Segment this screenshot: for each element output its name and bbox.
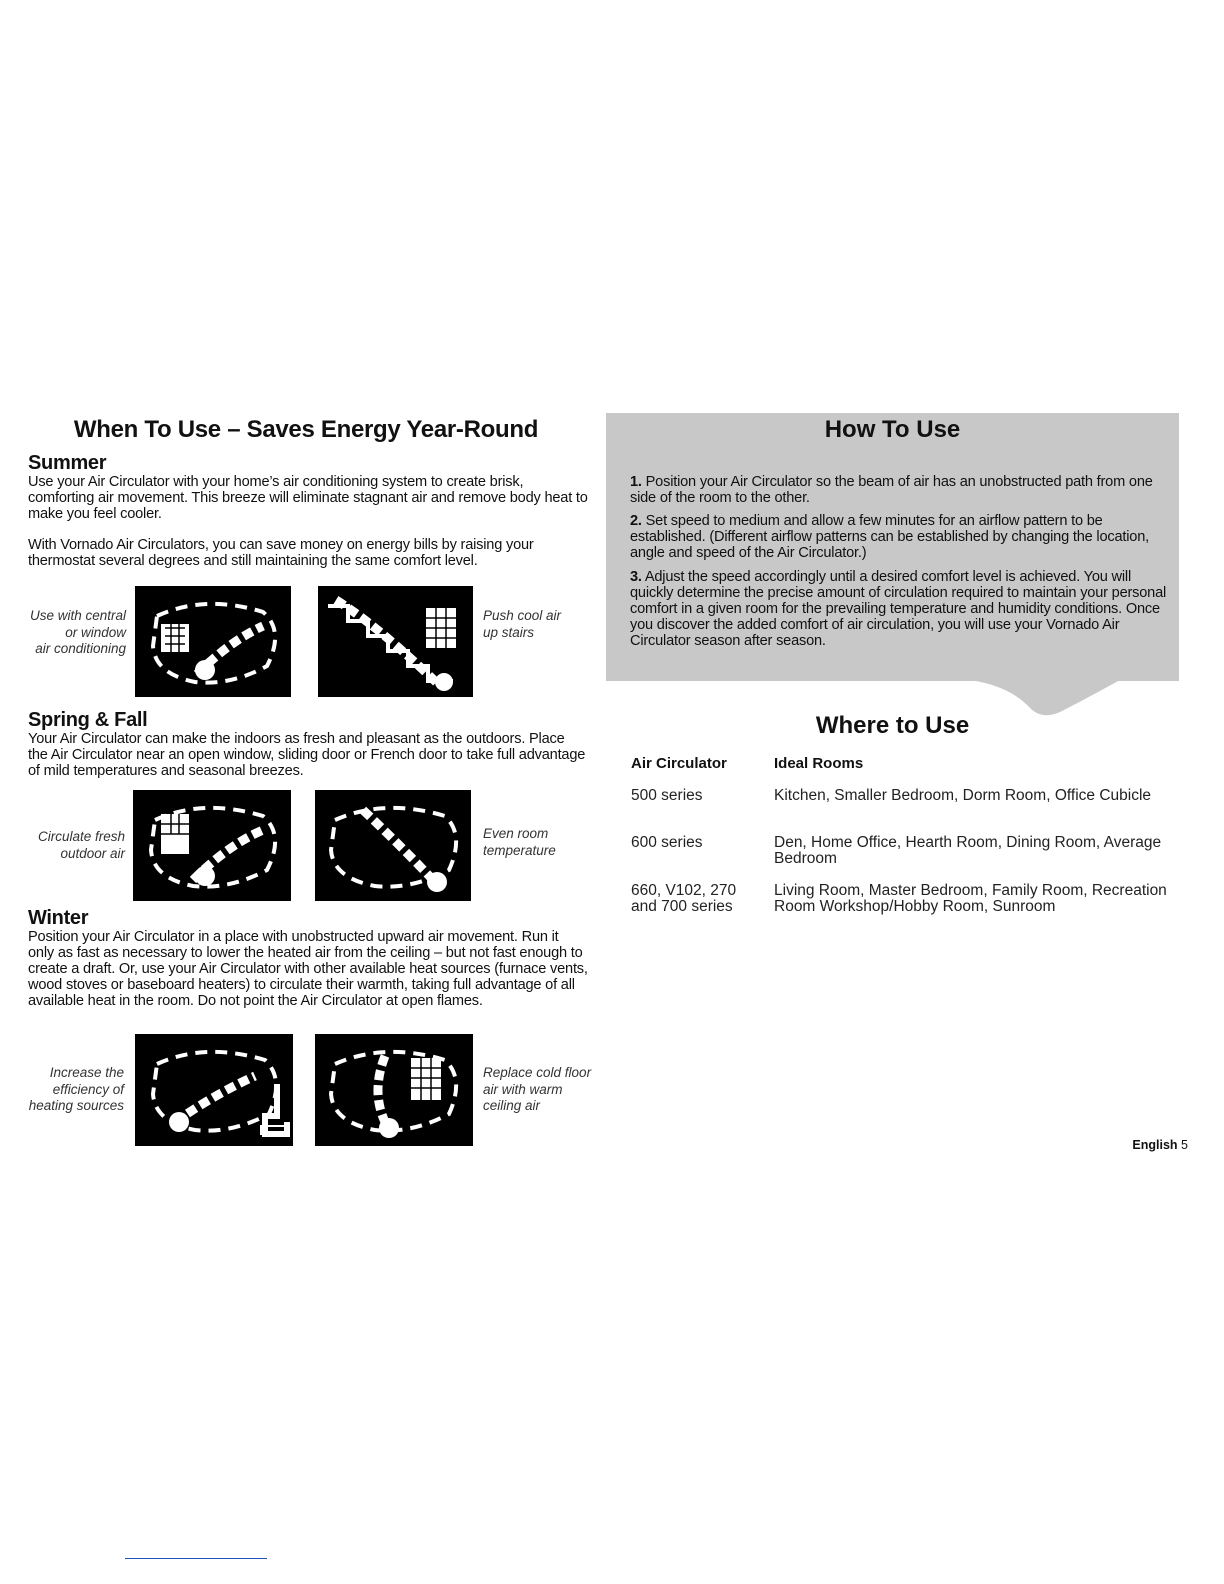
airflow-illustration-heating-sources xyxy=(135,1034,293,1146)
caption-heating-sources: Increase the efficiency of heating sources xyxy=(28,1065,124,1113)
caption-even-temperature: Even room temperature xyxy=(483,826,556,858)
how-to-use-title: How To Use xyxy=(824,416,961,443)
caption-fresh-air: Circulate fresh outdoor air xyxy=(37,829,125,861)
table-cell-model: 660, V102, 270 and 700 series xyxy=(631,882,737,915)
caption-stairs: Push cool air up stairs xyxy=(483,608,562,640)
table-cell-rooms: Living Room, Master Bedroom, Family Room, Recreation Room Workshop/Hobby Room, Sunroom xyxy=(774,882,1167,915)
winter-heading: Winter xyxy=(28,907,89,929)
table-cell-rooms: Kitchen, Smaller Bedroom, Dorm Room, Office Cubicle xyxy=(774,787,1152,804)
caption-central-air: Use with central or window air conditioning xyxy=(29,608,126,656)
airflow-illustration-central-air xyxy=(135,586,291,697)
page-title: When To Use – Saves Energy Year-Round xyxy=(73,416,539,443)
table-cell-rooms: Den, Home Office, Hearth Room, Dining Room, Average Bedroom xyxy=(774,834,1162,867)
spring-fall-heading: Spring & Fall xyxy=(28,709,148,731)
table-header-air-circulator: Air Circulator xyxy=(631,755,727,772)
how-to-step-1: 1. Position your Air Circulator so the beam of air has an unobstructed path from one side of the room to the other. xyxy=(630,474,1153,506)
table-cell-model: 500 series xyxy=(631,787,703,804)
summer-paragraph-2: With Vornado Air Circulators, you can save money on energy bills by raising your thermostat several degrees and still maintaining the same comfort level. xyxy=(28,537,534,569)
airflow-illustration-stairs xyxy=(318,586,473,697)
table-header-ideal-rooms: Ideal Rooms xyxy=(774,755,864,772)
airflow-illustration-even-temperature xyxy=(315,790,471,901)
how-to-step-3: 3. Adjust the speed accordingly until a desired comfort level is achieved. You will quickly determine the precise amount of circulation required to maintain your personal comfort in a given room for the prevailing temperature and humidity conditions. Once you discover the added comfort of air circulation, you will use your Vornado Air Circulator season after season. xyxy=(630,569,1167,649)
table-cell-model: 600 series xyxy=(631,834,703,851)
airflow-illustration-fresh-air xyxy=(133,790,291,901)
airflow-illustration-warm-ceiling-air xyxy=(315,1034,473,1146)
footnote-rule xyxy=(125,1558,267,1559)
caption-warm-ceiling-air: Replace cold floor air with warm ceiling air xyxy=(483,1065,592,1113)
spring-fall-paragraph: Your Air Circulator can make the indoors as fresh and pleasant as the outdoors. Place the Air Circulator near an open window, sliding door or French door to take full advantage of mild temperatures and seasonal breezes. xyxy=(28,731,586,779)
winter-paragraph: Position your Air Circulator in a place with unobstructed upward air movement. Run it only as fast as necessary to lower the heated air from the ceiling – but not fast enough to create a draft. Or, use your Air Circulator with other available heat sources (furnace vents, wood stoves or baseboard heaters) to circulate their warmth, taking full advantage of all available heat in the room. Do not point the Air Circulator at open flames. xyxy=(28,929,588,1009)
where-to-use-title: Where to Use xyxy=(815,712,970,739)
summer-paragraph-1: Use your Air Circulator with your home’s air conditioning system to create brisk, comforting air movement. This breeze will eliminate stagnant air and remove body heat to make you feel cooler. xyxy=(28,474,588,522)
page-footer: English 5 xyxy=(1132,1138,1188,1152)
summer-heading: Summer xyxy=(28,452,107,474)
how-to-step-2: 2. Set speed to medium and allow a few minutes for an airflow pattern to be established. (Different airflow patterns can be established by changing the location, angle and speed of the Air Circulator.) xyxy=(630,513,1149,561)
